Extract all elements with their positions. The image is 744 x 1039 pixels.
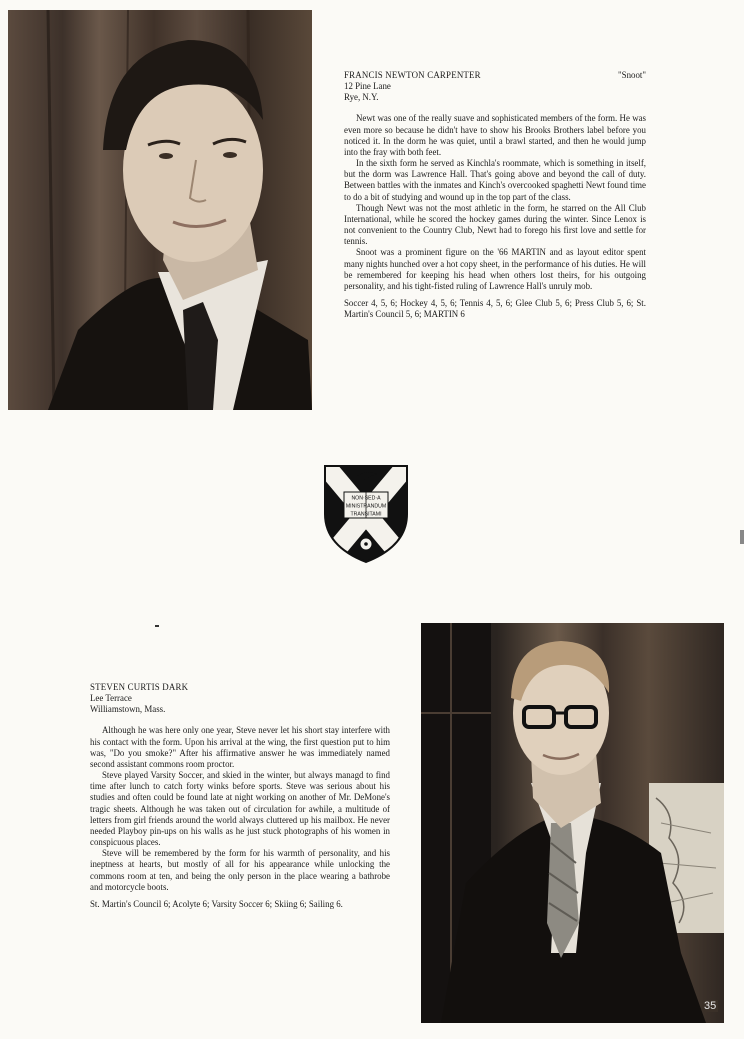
shield-icon — [323, 464, 409, 564]
crest-motto-line2: MINISTRANDUM — [345, 503, 387, 510]
bio-paragraph: Steve played Varsity Soccer, and skied in the winter, but always managd to find time after lunch to catch forty winks before sports. Steve was serious about his studies and often could be found late at night working on another of Mr. DeMone's tragic sheets. Although he was taken out of circulation for awhile, a multitude of letters from girl friends around the world always cluttered up his mailbox. He never needed Playboy pin-ups on his walls as he just stuck photographs of his women in conspicuous places. — [90, 770, 390, 848]
bio-carpenter — [344, 70, 646, 320]
page-number: 35 — [704, 1000, 717, 1012]
portrait-photo-dark — [421, 623, 724, 1023]
student-nickname: "Snoot" — [618, 70, 646, 80]
bio-paragraphs — [344, 113, 646, 292]
portrait-dark-illustration — [421, 623, 724, 1023]
bio-paragraph: Although he was here only one year, Steve never let his short stay interfere with his contact with the form. Upon his arrival at the wing, the first question put to him was, "Do you smoke?" After his affirmative answer he was immediately named second assistant commons room proctor. — [90, 725, 390, 769]
name-row — [344, 70, 646, 81]
activities-list — [344, 298, 646, 320]
address-street: Lee Terrace — [90, 693, 132, 704]
activities-text: Soccer 4, 5, 6; Hockey 4, 5, 6; Tennis 4, 5, 6; Glee Club 5, 6; Press Club 5, 6; St. Martin's Council 5, 6; MARTIN 6 — [344, 297, 646, 320]
bio-paragraph: Newt was one of the really suave and sophisticated members of the form. He was even more so because he didn't have to show his Brooks Brothers label before you noticed it. In the dorm he was quiet, until a brawl started, and then he would jump into the fray with both feet. — [344, 113, 646, 157]
activities-text: St. Martin's Council 6; Acolyte 6; Varsity Soccer 6; Skiing 6; Sailing 6. — [90, 898, 343, 909]
print-speck — [155, 625, 159, 627]
portrait-carpenter-illustration — [8, 10, 312, 410]
student-name: STEVEN CURTIS DARK — [90, 682, 189, 692]
bio-paragraph: Steve will be remembered by the form for his warmth of personality, and his ineptness at hearts, but mostly of all for his appearance while unlocking the commons room at ten, and being the only person in the place wearing a bathrobe and motorcycle boots. — [90, 848, 390, 892]
crest-motto-line1: NON·SED·A — [351, 495, 381, 502]
bio-paragraphs — [90, 725, 390, 892]
address-street: 12 Pine Lane — [344, 81, 391, 92]
school-crest — [323, 464, 409, 564]
activities-list — [90, 899, 390, 910]
print-speck — [740, 530, 744, 544]
bio-paragraph: Though Newt was not the most athletic in the form, he starred on the All Club International, while he scored the hockey games during the winter. Since Lenox is not convenient to the Country Club, Newt had to forego his first love and settle for tennis. — [344, 202, 646, 247]
bio-paragraph: Snoot was a prominent figure on the '66 MARTIN and as layout editor spent many nights hunched over a hot copy sheet, in the performance of his duties. He will be remembered for keeping his head when others lost theirs, for his outgoing personality, and his tight-fisted ruling of Lawrence Hall's unruly mob. — [344, 247, 646, 291]
address-city: Williamstown, Mass. — [90, 704, 166, 715]
student-name: FRANCIS NEWTON CARPENTER — [344, 70, 481, 80]
portrait-photo-carpenter — [8, 10, 312, 410]
bio-dark — [90, 682, 390, 910]
bio-paragraph: In the sixth form he served as Kinchla's roommate, which is something in itself, but the dorm was Lawrence Hall. That's going above and beyond the call of duty. Between battles with the inmates and Kinch's overcooked spaghetti Newt found time to do a bit of studying and wound up in the top part of the class. — [344, 158, 646, 202]
crest-motto-line3: TRANSITAMI — [350, 511, 382, 518]
address-city: Rye, N.Y. — [344, 92, 379, 103]
